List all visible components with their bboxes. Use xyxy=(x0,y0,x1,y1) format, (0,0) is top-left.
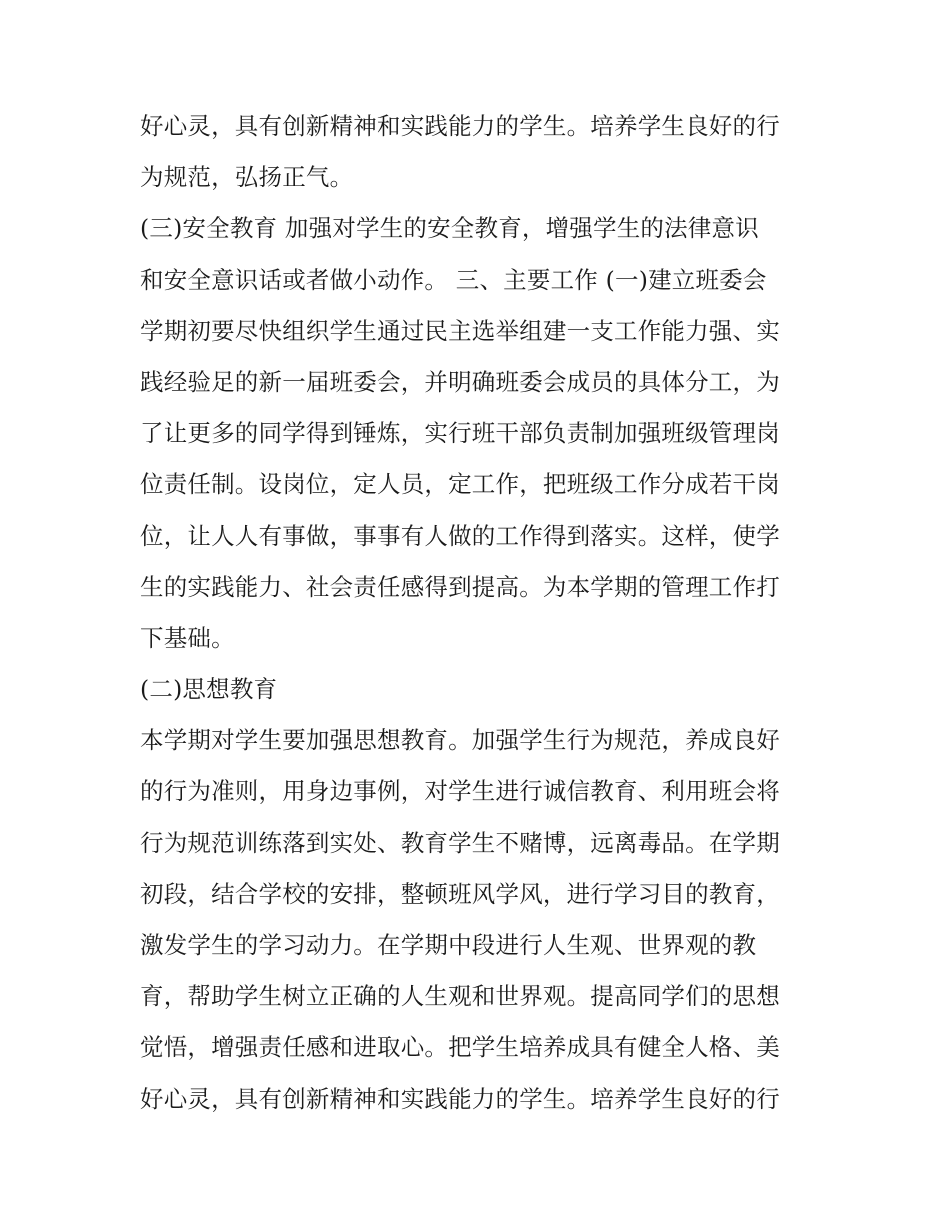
text-line: 好心灵，具有创新精神和实践能力的学生。培养学生良好的行 xyxy=(140,112,780,140)
text-line: 育，帮助学生树立正确的人生观和世界观。提高同学们的思想 xyxy=(140,982,780,1011)
section-heading-safety: (三)安全教育 加强对学生的安全教育，增强学生的法律意识 xyxy=(140,214,759,243)
text-line: 好心灵，具有创新精神和实践能力的学生。培养学生良好的行 xyxy=(140,1084,780,1113)
text-line: 践经验足的新一届班委会，并明确班委会成员的具体分工，为 xyxy=(140,367,780,396)
text-line: 觉悟，增强责任感和进取心。把学生培养成具有健全人格、美 xyxy=(140,1033,780,1062)
text-line: 位，让人人有事做，事事有人做的工作得到落实。这样，使学 xyxy=(140,521,780,550)
text-line: 了让更多的同学得到锤炼，实行班干部负责制加强班级管理岗 xyxy=(140,419,780,448)
text-line: 位责任制。设岗位，定人员，定工作，把班级工作分成若干岗 xyxy=(140,470,780,499)
text-line: 初段，结合学校的安排，整顿班风学风，进行学习目的教育， xyxy=(140,879,780,908)
text-line: 行为规范训练落到实处、教育学生不赌博，远离毒品。在学期 xyxy=(140,828,780,857)
text-line: 和安全意识话或者做小动作。 三、主要工作 (一)建立班委会 xyxy=(140,265,767,294)
text-line: 学期初要尽快组织学生通过民主选举组建一支工作能力强、实 xyxy=(140,316,780,345)
text-line: 为规范，弘扬正气。 xyxy=(140,163,354,192)
text-line: 本学期对学生要加强思想教育。加强学生行为规范，养成良好 xyxy=(140,726,780,755)
section-heading-ideology: (二)思想教育 xyxy=(140,675,278,704)
text-line: 的行为准则，用身边事例，对学生进行诚信教育、利用班会将 xyxy=(140,777,780,806)
document-body xyxy=(140,101,820,1125)
text-line: 激发学生的学习动力。在学期中段进行人生观、世界观的教 xyxy=(140,931,757,959)
text-line: 下基础。 xyxy=(140,623,235,652)
text-line: 生的实践能力、社会责任感得到提高。为本学期的管理工作打 xyxy=(140,572,780,601)
